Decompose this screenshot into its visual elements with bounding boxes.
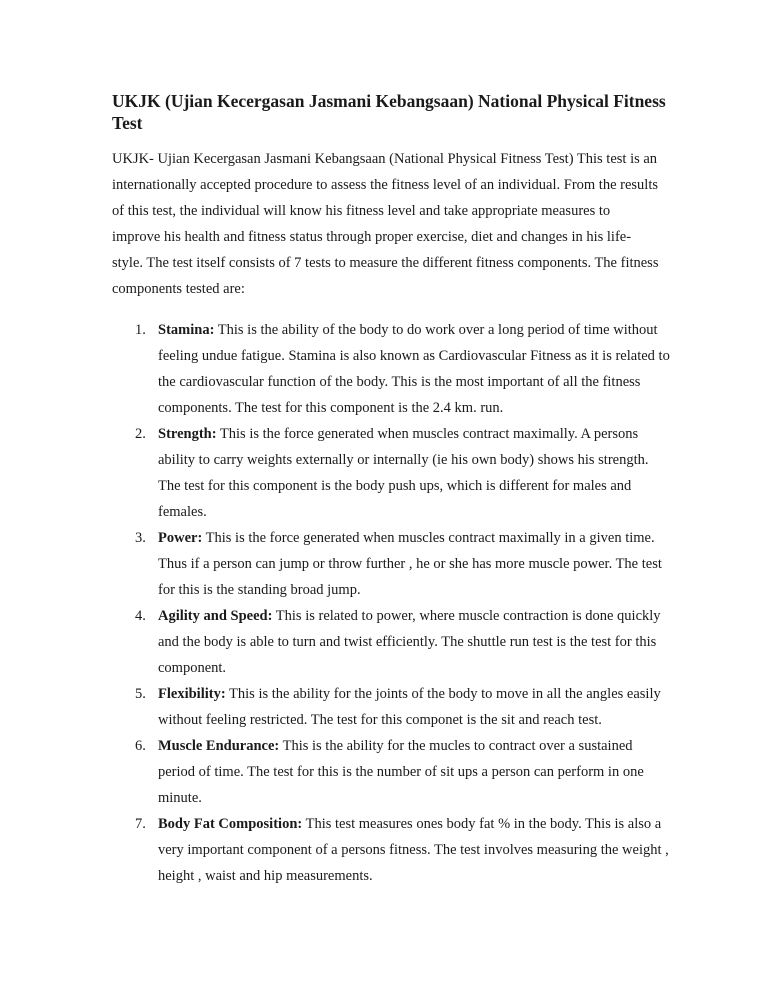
- list-item-text: This test measures ones body fat % in the body. This is also a very important component of a persons fitness. The test involves measuring the weight , height , waist and hip measurements.: [158, 816, 669, 884]
- list-item: [112, 525, 672, 603]
- list-item: [112, 421, 672, 525]
- list-item-term: Flexibility:: [158, 686, 226, 702]
- list-item-text: This is the force generated when muscles contract maximally. A persons ability to carry weights externally or internally (ie his own body) shows his strength. The test for this component is the body push ups, which is different for males and females.: [158, 426, 649, 520]
- list-item: [112, 811, 672, 889]
- list-item: [112, 317, 672, 421]
- list-item-text: This is the ability of the body to do work over a long period of time without feeling undue fatigue. Stamina is also known as Cardiovascular Fitness as it is related to the cardiovascular function of the body. This is the most important of all the fitness components. The test for this component is the 2.4 km. run.: [158, 322, 670, 416]
- list-item-number: 7.: [135, 816, 146, 832]
- list-item-text: This is related to power, where muscle contraction is done quickly and the body is able to turn and twist efficiently. The shuttle run test is the test for this component.: [158, 608, 661, 676]
- list-item-term: Power:: [158, 530, 203, 546]
- list-item-number: 5.: [135, 686, 146, 702]
- list-item-text: This is the ability for the joints of the body to move in all the angles easily without feeling restricted. The test for this componet is the sit and reach test.: [158, 686, 661, 728]
- list-item-term: Body Fat Composition:: [158, 816, 303, 832]
- list-item-number: 2.: [135, 426, 146, 442]
- list-item-number: 1.: [135, 322, 146, 338]
- intro-paragraph: UKJK- Ujian Kecergasan Jasmani Kebangsaan (National Physical Fitness Test) This test is an internationally accepted procedure to assess the fitness level of an individual. From the results of this test, the individual will know his fitness level and take appropriate measures to improve his health and fitness status through proper exercise, diet and changes in his life-style. The test itself consists of 7 tests to measure the different fitness components. The fitness components tested are:: [112, 151, 659, 297]
- fitness-components-list: [112, 317, 672, 889]
- list-item-number: 4.: [135, 608, 146, 624]
- list-item-term: Agility and Speed:: [158, 608, 273, 624]
- list-item-term: Strength:: [158, 426, 217, 442]
- page-title: UKJK (Ujian Kecergasan Jasmani Kebangsaan) National Physical Fitness Test: [112, 91, 666, 133]
- list-item-text: This is the force generated when muscles contract maximally in a given time. Thus if a person can jump or throw further , he or she has more muscle power. The test for this is the standing broad jump.: [158, 530, 662, 598]
- list-item: [112, 733, 672, 811]
- list-item-text: This is the ability for the mucles to contract over a sustained period of time. The test for this is the number of sit ups a person can perform in one minute.: [158, 738, 644, 806]
- list-item: [112, 603, 672, 681]
- list-item: [112, 681, 672, 733]
- list-item-number: 3.: [135, 530, 146, 546]
- list-item-term: Stamina:: [158, 322, 215, 338]
- list-item-term: Muscle Endurance:: [158, 738, 280, 754]
- list-item-number: 6.: [135, 738, 146, 754]
